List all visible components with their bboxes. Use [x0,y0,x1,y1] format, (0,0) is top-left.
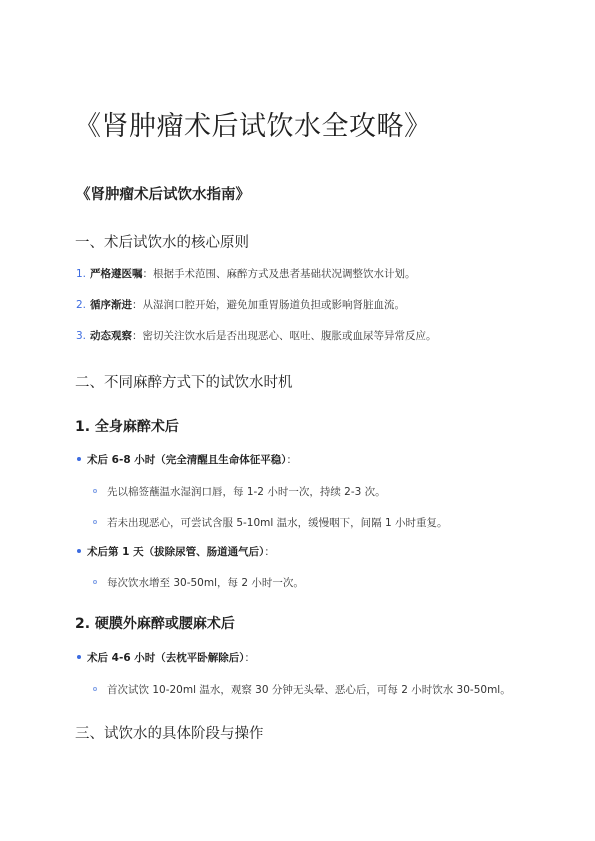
bullet-dot [77,549,81,553]
item-text: ：根据手术范围、麻醉方式及患者基础状况调整饮水计划。 [142,268,416,280]
item-number: 3. [76,330,87,342]
sub-bullet-item: 先以棉签蘸温水湿润口唇，每 1-2 小时一次，持续 2-3 次。 [107,486,386,498]
bullet-item [87,544,275,559]
item-text: ：密切关注饮水后是否出现恶心、呕吐、腹胀或血尿等异常反应。 [132,330,437,342]
bullet-label: 术后 4-6 小时（去枕平卧解除后） [87,652,245,664]
item-number: 1. [76,268,87,280]
sub-bullet-circle [93,520,97,524]
bullet-item [87,452,297,467]
bullet-item [87,650,255,665]
bullet-colon: ： [244,652,256,664]
sub-bullet-circle [93,580,97,584]
sub-bullet-circle [93,687,97,691]
sub-bullet-item: 每次饮水增至 30-50ml，每 2 小时一次。 [107,577,304,589]
list-item [76,266,416,281]
section-heading-principles: 一、术后试饮水的核心原则 [75,235,249,251]
list-item [76,297,405,312]
subsection-heading-epidural: 2. 硬膜外麻醉或腰麻术后 [75,616,235,632]
item-label: 动态观察 [90,330,133,342]
bullet-dot [77,457,81,461]
bullet-colon: ： [286,454,298,466]
bullet-dot [77,655,81,659]
section-heading-stages: 三、试饮水的具体阶段与操作 [75,726,264,742]
subsection-heading-general: 1. 全身麻醉术后 [75,419,179,435]
item-text: ：从湿润口腔开始，避免加重胃肠道负担或影响肾脏血流。 [132,299,406,311]
item-label: 严格遵医嘱 [90,268,143,280]
bullet-colon: ： [264,546,275,558]
list-item [76,328,437,343]
bullet-label: 术后 6-8 小时（完全清醒且生命体征平稳） [87,454,287,466]
item-label: 循序渐进 [90,299,133,311]
item-number: 2. [76,299,87,311]
sub-bullet-item: 首次试饮 10-20ml 温水，观察 30 分钟无头晕、恶心后，可每 2 小时饮水 30-50ml。 [107,684,511,696]
sub-bullet-item: 若未出现恶心，可尝试含服 5-10ml 温水，缓慢咽下，间隔 1 小时重复。 [107,517,448,529]
document-subtitle: 《肾肿瘤术后试饮水指南》 [76,187,250,203]
document-title: 《肾肿瘤术后试饮水全攻略》 [74,111,432,142]
sub-bullet-circle [93,489,97,493]
bullet-label: 术后第 1 天（拔除尿管、肠道通气后） [87,546,265,558]
section-heading-timing: 二、不同麻醉方式下的试饮水时机 [75,375,293,391]
